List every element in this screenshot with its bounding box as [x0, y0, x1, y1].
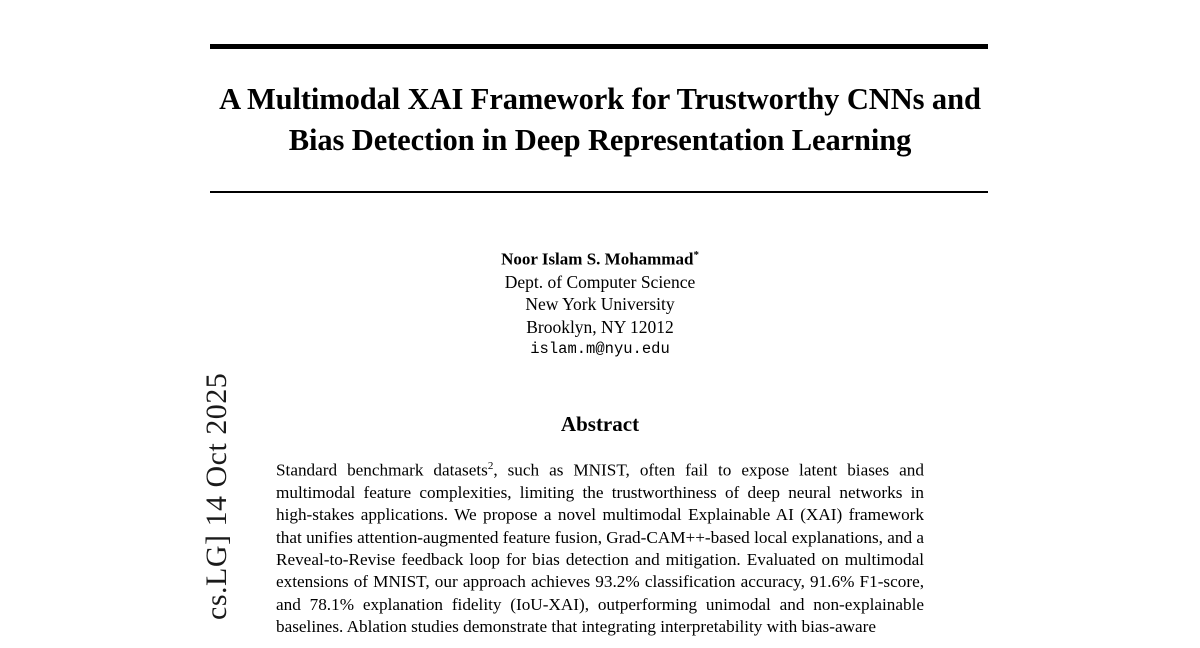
arxiv-stamp: [0, 0, 233, 648]
author-block: [210, 248, 990, 359]
top-rule: [210, 44, 988, 49]
author-name-text: Noor Islam S. Mohammad: [501, 250, 694, 269]
arxiv-stamp-text: cs.LG] 14 Oct 2025: [200, 372, 233, 620]
page-title: A Multimodal XAI Framework for Trustworthy CNNs and Bias Detection in Deep Representation Learning: [219, 82, 981, 158]
abstract-body: [276, 459, 924, 639]
abstract-text-part1: Standard benchmark datasets: [276, 460, 488, 480]
author-email[interactable]: islam.m@nyu.edu: [530, 339, 670, 358]
author-name: [210, 248, 990, 270]
abstract-heading: Abstract: [560, 411, 640, 436]
paper-page: [210, 0, 990, 648]
author-footnote-marker: *: [693, 249, 699, 262]
author-university: New York University: [525, 294, 675, 315]
author-department: Dept. of Computer Science: [504, 271, 696, 292]
title-underline-rule: [210, 191, 988, 193]
author-location: Brooklyn, NY 12012: [526, 316, 674, 337]
abstract-footnote-marker: 2: [487, 459, 494, 472]
abstract-text-part2: , such as MNIST, often fail to expose latent biases and multimodal feature complexities, limiting the trustworthiness of deep neural networks in high-stakes applications. We propose a novel multimodal Explainable AI (XAI) framework that unifies attention-augmented feature fusion, Grad-CAM++-based local explanations, and a Reveal-to-Revise feedback loop for bias detection and mitigation. Evaluated on multimodal extensions of MNIST, our approach achieves 93.2% classification accuracy, 91.6% F1-score, and 78.1% explanation fidelity (IoU-XAI), outperforming unimodal and non-explainable baselines. Ablation studies demonstrate that integrating interpretability with bias-aware: [276, 460, 924, 636]
